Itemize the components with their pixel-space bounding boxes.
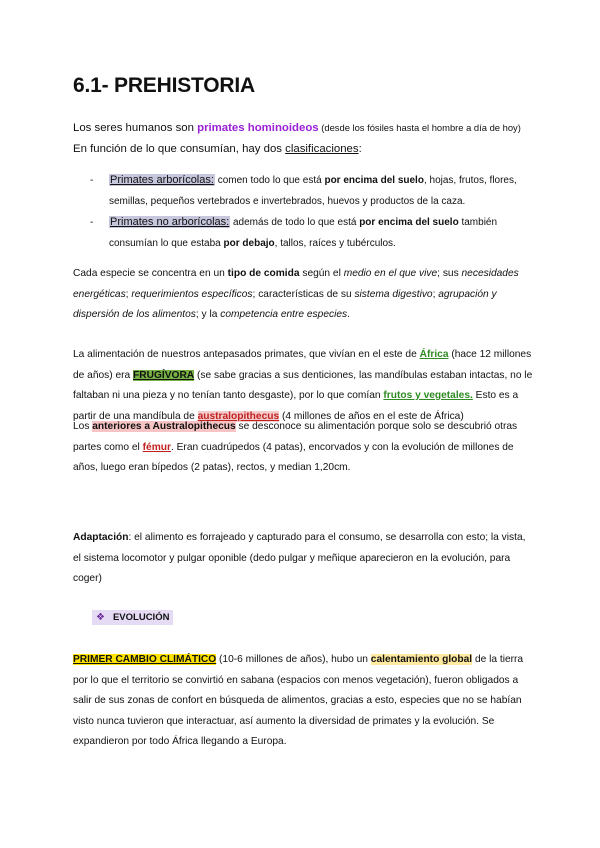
- list-text: comen todo lo que está: [214, 175, 325, 186]
- italic-text: requerimientos específicos: [131, 288, 253, 300]
- term-primates-hominoideos: primates hominoideos: [197, 122, 319, 134]
- list-text: además de todo lo que está: [230, 217, 360, 228]
- list-dash: -: [90, 217, 94, 228]
- italic-text: sistema digestivo: [354, 288, 433, 300]
- term-arboricolas: Primates arborícolas:: [110, 174, 214, 186]
- term-anteriores-australopithecus: anteriores a Australopithecus: [92, 421, 236, 432]
- text: .: [347, 309, 350, 320]
- text: Esto es a partir de una mandíbula de: [73, 390, 519, 422]
- term-frugivora: FRUGÍVORA: [133, 369, 195, 381]
- italic-text: necesidades energéticas: [73, 268, 519, 300]
- paragraph-anteriores: [73, 417, 533, 479]
- text: ;: [125, 288, 132, 300]
- list-item-arboricolas: [90, 170, 530, 212]
- term-primer-cambio-climatico: PRIMER CAMBIO CLIMÁTICO: [73, 654, 217, 665]
- list-text: también consumían lo que estaba: [109, 217, 498, 249]
- list-text: , hojas, frutos, flores, semillas, pequeños vertebrados e invertebrados, huevos y productos de la caza.: [109, 175, 517, 207]
- term-frutos-vegetales: frutos y vegetales.: [383, 390, 473, 401]
- text: : el alimento es forrajeado y capturado para el consumo, se desarrolla con esto; la vista, el sistema locomotor y pulgar oponible (dedo pulgar y meñique aparecieron en la evolución, para coger): [73, 532, 526, 584]
- paragraph-alimentacion: [73, 345, 533, 427]
- text: (4 millones de años en el este de África): [279, 410, 464, 422]
- text: Cada especie se concentra en un: [73, 268, 228, 279]
- paragraph-adaptacion: [73, 528, 533, 590]
- diamond-bullet-icon: ❖: [96, 612, 105, 623]
- bold-text: tipo de comida: [227, 268, 300, 279]
- text: ; sus: [437, 268, 462, 279]
- intro-text: Los seres humanos son: [73, 122, 198, 134]
- text: (10-6 millones de años), hubo un: [216, 654, 371, 665]
- paragraph-tipo-de-comida: [73, 264, 533, 326]
- term-africa: África: [419, 349, 449, 360]
- list-text: , tallos, raíces y tubérculos.: [274, 238, 396, 249]
- term-adaptacion: Adaptación: [73, 532, 129, 543]
- list-bold: por debajo: [223, 238, 275, 249]
- evolucion-label: EVOLUCIÓN: [112, 612, 170, 623]
- list-item-no-arboricolas: [90, 212, 530, 254]
- text: se desconoce su alimentación porque solo se descubrió otras partes como el: [73, 421, 518, 453]
- intro-colon: :: [358, 143, 362, 155]
- text: de la tierra por lo que el territorio se convirtió en sabana (espacios con menos vegetación), fueron obligados a salir de sus zonas de confort en búsqueda de alimentos, gracias a esto, especies que no se habían visto nunca tuvieron que interactuar, así aumento la diversidad de primates y la evolución. Se expandieron por todo África llegando a Europa.: [73, 654, 524, 747]
- text: (se sabe gracias a sus denticiones, las mandíbulas estaban intactas, no le faltaban ni una pieza y no tenían tanto desgaste), por lo que comían: [73, 369, 533, 401]
- intro-text: En función de lo que consumían, hay dos: [73, 143, 286, 155]
- text: según el: [299, 268, 344, 279]
- italic-text: competencia entre especies: [220, 309, 348, 320]
- text: ; características de su: [252, 288, 355, 300]
- term-calentamiento-global: calentamiento global: [370, 654, 473, 665]
- italic-text: agrupación y dispersión de los alimentos: [73, 288, 497, 320]
- classification-list: [90, 170, 530, 254]
- page-title: 6.1- PREHISTORIA: [73, 74, 255, 97]
- paragraph-cambio-climatico: [73, 650, 533, 753]
- text: ;: [432, 288, 439, 300]
- evolucion-heading: [92, 610, 173, 625]
- list-dash: -: [90, 175, 94, 186]
- intro-parenthetical: (desde los fósiles hasta el hombre a día de hoy): [318, 122, 521, 133]
- term-clasificaciones: clasificaciones: [285, 143, 359, 155]
- term-australopithecus: australopithecus: [197, 410, 280, 422]
- text: . Eran cuadrúpedos (4 patas), encorvados y con la evolución de millones de años, luego eran bípedos (2 patas), rectos, y median 1,20cm.: [73, 441, 514, 473]
- text: Los: [73, 421, 93, 432]
- list-bold: por encima del suelo: [324, 175, 424, 186]
- text: La alimentación de nuestros antepasados primates, que vivían en el este de: [73, 349, 420, 360]
- list-bold: por encima del suelo: [359, 217, 459, 228]
- italic-text: medio en el que vive: [343, 268, 438, 279]
- term-no-arboricolas: Primates no arborícolas:: [110, 216, 230, 228]
- text: ; y la: [195, 309, 221, 320]
- intro-line-1: [73, 118, 533, 139]
- intro-line-2: [73, 139, 533, 160]
- text: (hace 12 millones de años) era: [73, 349, 532, 381]
- term-femur: fémur: [142, 441, 171, 453]
